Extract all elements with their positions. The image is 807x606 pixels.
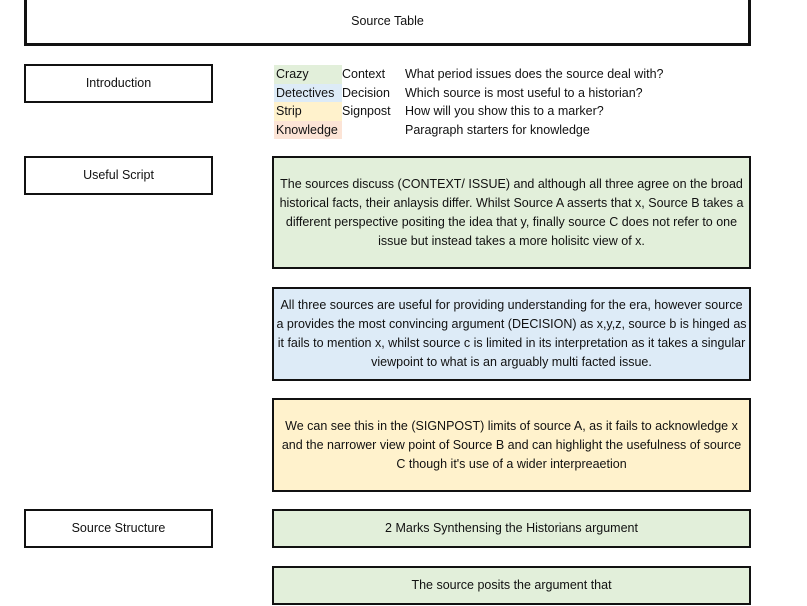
legend-word: Strip xyxy=(274,102,342,121)
legend-key: Decision xyxy=(342,85,390,100)
legend-key xyxy=(342,121,405,140)
legend-row xyxy=(274,121,663,140)
decision-script-box: All three sources are useful for providing understanding for the era, however source a provides the most convincing argument (DECISION) as x,y,z, source b is hinged as it fails to mention x, whilst source c is limited in its interpretation as it takes a singular viewpoint to what is an arguably multi facted issue. xyxy=(272,287,751,381)
legend-key: Context xyxy=(342,67,386,81)
source-structure-label: Source Structure xyxy=(24,509,213,548)
useful-script-label: Useful Script xyxy=(24,156,213,195)
legend xyxy=(274,65,663,139)
legend-key: Signpost xyxy=(342,104,391,118)
legend-word: Crazy xyxy=(274,65,342,84)
legend-question: What period issues does the source deal with? xyxy=(405,67,664,81)
legend-question: How will you show this to a marker? xyxy=(405,104,604,118)
introduction-label: Introduction xyxy=(24,64,213,103)
legend-row xyxy=(274,84,663,103)
page-title: Source Table xyxy=(24,0,751,46)
legend-row xyxy=(274,102,663,121)
legend-row xyxy=(274,65,663,84)
signpost-script-box: We can see this in the (SIGNPOST) limits of source A, as it fails to acknowledge x and the narrower view point of Source B and can highlight the usefulness of source C though it's use of a wider interpreaetion xyxy=(272,398,751,492)
context-script-box: The sources discuss (CONTEXT/ ISSUE) and although all three agree on the broad historical facts, their anlaysis differ. Whilst Source A asserts that x, Source B takes a different perspective positing the idea that y, finally source C does not refer to one issue but instead takes a more holisitc view of x. xyxy=(272,156,751,269)
legend-word: Detectives xyxy=(274,84,342,103)
legend-question: Which source is most useful to a historian? xyxy=(405,85,643,100)
structure-box: The source posits the argument that xyxy=(272,566,751,605)
legend-question: Paragraph starters for knowledge xyxy=(405,122,590,137)
structure-box: 2 Marks Synthensing the Historians argument xyxy=(272,509,751,548)
legend-word: Knowledge xyxy=(274,121,342,140)
